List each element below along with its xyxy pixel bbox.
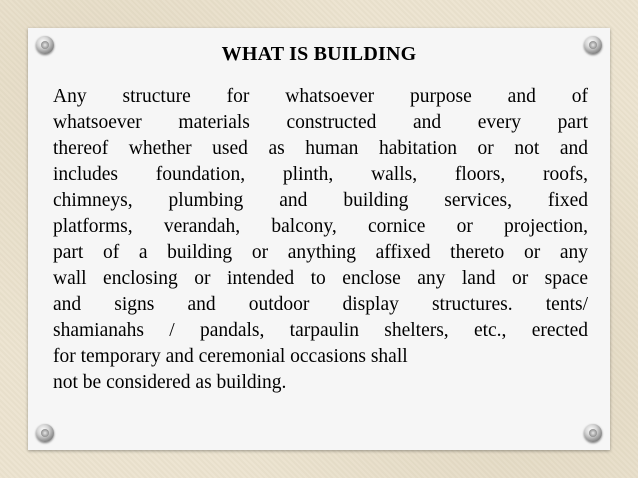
paragraph-line: thereof whether used as human habitation or not and (53, 138, 588, 159)
slide-title: WHAT IS BUILDING (221, 43, 417, 65)
paragraph-line: for temporary and ceremonial occasions shall (53, 346, 408, 367)
rivet-bottom-right-icon (584, 424, 602, 442)
paragraph-line: shamianahs / pandals, tarpaulin shelters, etc., erected (53, 320, 588, 341)
paragraph-line: Any structure for whatsoever purpose and of (53, 86, 588, 107)
paragraph-line: part of a building or anything affixed thereto or any (53, 242, 588, 263)
paragraph-line: platforms, verandah, balcony, cornice or projection, (53, 216, 588, 237)
paragraph-line: wall enclosing or intended to enclose any land or space (53, 268, 588, 289)
definition-paragraph (53, 84, 588, 396)
paragraph-line: not be considered as building. (53, 372, 287, 393)
paragraph-line: includes foundation, plinth, walls, floors, roofs, (53, 164, 588, 185)
rivet-bottom-left-icon (36, 424, 54, 442)
paragraph-line: chimneys, plumbing and building services, fixed (53, 190, 588, 211)
paragraph-line: whatsoever materials constructed and every part (53, 112, 588, 133)
paragraph-line: and signs and outdoor display structures. tents/ (53, 294, 588, 315)
